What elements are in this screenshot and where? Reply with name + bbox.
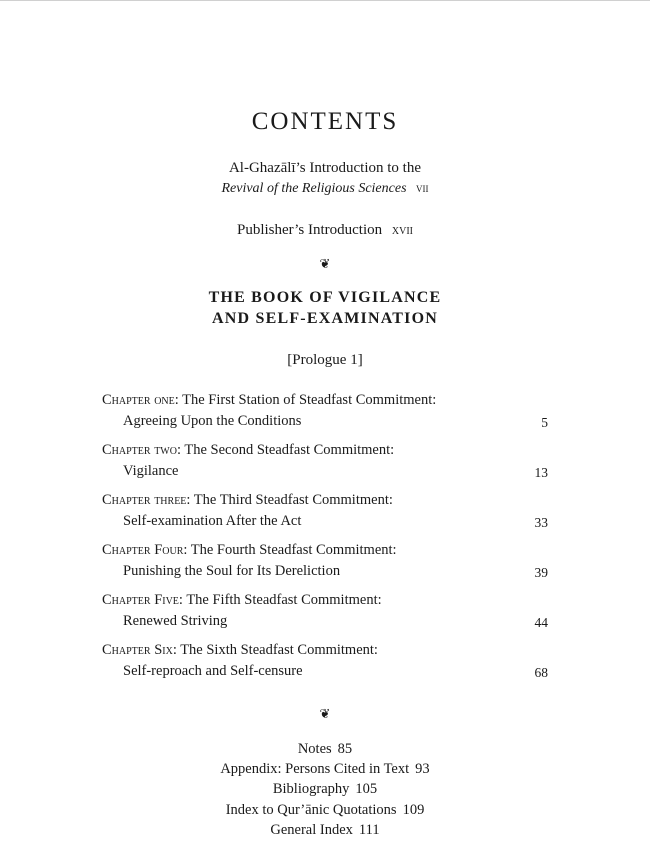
- chapter-label: Chapter Five: [102, 592, 179, 608]
- chapter-subtitle: Agreeing Upon the Conditions: [123, 413, 302, 429]
- chapter-heading: [102, 542, 397, 559]
- chapter-subtitle: Self-examination After the Act: [123, 513, 302, 529]
- chapter-entry-2: [102, 442, 548, 492]
- back-matter-label: Bibliography: [272, 781, 350, 798]
- chapter-entry-6: [102, 642, 548, 692]
- chapter-heading: [102, 592, 382, 609]
- chapter-label: Chapter Six: [102, 642, 173, 658]
- chapter-title: : The First Station of Steadfast Commitment:: [174, 392, 437, 408]
- back-matter-label: Notes: [297, 741, 332, 757]
- chapter-entry-5: [102, 592, 548, 642]
- chapter-subtitle: Renewed Striving: [123, 613, 228, 629]
- back-matter-label: Appendix: Persons Cited in Text: [220, 761, 410, 778]
- book-title-line-1: THE BOOK OF VIGILANCE: [208, 289, 442, 306]
- chapter-page-number: 68: [534, 665, 548, 680]
- chapter-heading: [102, 442, 394, 459]
- chapter-page-number: 44: [534, 615, 548, 630]
- intro-line-1: Al-Ghazālī’s Introduction to the: [228, 160, 422, 176]
- back-matter-page: 105: [355, 781, 378, 798]
- fleuron-ornament-icon: ❦: [319, 256, 331, 271]
- intro-book-title: Revival of the Religious Sciences: [221, 181, 407, 196]
- chapter-page-number: 5: [541, 415, 548, 430]
- chapter-list: [102, 392, 548, 692]
- chapter-label: Chapter three: [102, 492, 187, 508]
- chapter-entry-4: [102, 542, 548, 592]
- chapter-page-number: 33: [534, 515, 548, 530]
- chapter-subtitle: Vigilance: [123, 463, 179, 479]
- back-matter-item: [0, 779, 650, 799]
- chapter-label: Chapter two: [102, 442, 177, 458]
- back-matter-label: Index to Qur’ānic Quotations: [225, 801, 397, 818]
- chapter-entry-3: [102, 492, 548, 542]
- back-matter-label: General Index: [270, 821, 353, 838]
- publisher-introduction: [0, 222, 650, 239]
- back-matter-item: [0, 739, 650, 759]
- back-matter-page: 109: [402, 801, 425, 818]
- book-title-line-2: AND SELF-EXAMINATION: [212, 310, 438, 327]
- back-matter-item: [0, 759, 650, 779]
- back-matter-list: [0, 739, 650, 840]
- back-matter-page: 111: [358, 821, 380, 838]
- page-title: CONTENTS: [251, 108, 399, 135]
- prologue-entry: [Prologue 1]: [287, 352, 363, 368]
- chapter-entry-1: [102, 392, 548, 442]
- chapter-title: : The Second Steadfast Commitment:: [176, 442, 395, 458]
- publisher-intro-page: xvii: [391, 222, 413, 237]
- chapter-title: : The Fourth Steadfast Commitment:: [183, 542, 397, 558]
- chapter-heading: [102, 492, 393, 509]
- book-title: [0, 287, 650, 329]
- fleuron-ornament-icon: ❦: [319, 706, 331, 721]
- back-matter-item: [0, 820, 650, 840]
- chapter-heading: [102, 392, 436, 409]
- back-matter-page: 93: [415, 761, 430, 778]
- chapter-page-number: 39: [534, 565, 548, 580]
- chapter-title: : The Third Steadfast Commitment:: [186, 492, 393, 508]
- chapter-label: Chapter one: [102, 392, 175, 408]
- chapter-subtitle: Punishing the Soul for Its Dereliction: [123, 563, 341, 579]
- back-matter-item: [0, 800, 650, 820]
- chapter-label: Chapter Four: [102, 542, 184, 558]
- publisher-intro-label: Publisher’s Introduction: [237, 222, 383, 238]
- chapter-title: : The Sixth Steadfast Commitment:: [172, 642, 378, 658]
- chapter-page-number: 13: [534, 465, 548, 480]
- chapter-heading: [102, 642, 378, 659]
- chapter-title: : The Fifth Steadfast Commitment:: [178, 592, 382, 608]
- back-matter-page: 85: [337, 741, 353, 757]
- top-border: [0, 0, 650, 1]
- intro-page-number: vii: [416, 181, 429, 195]
- intro-line-2: [0, 181, 650, 197]
- chapter-subtitle: Self-reproach and Self-censure: [123, 663, 303, 679]
